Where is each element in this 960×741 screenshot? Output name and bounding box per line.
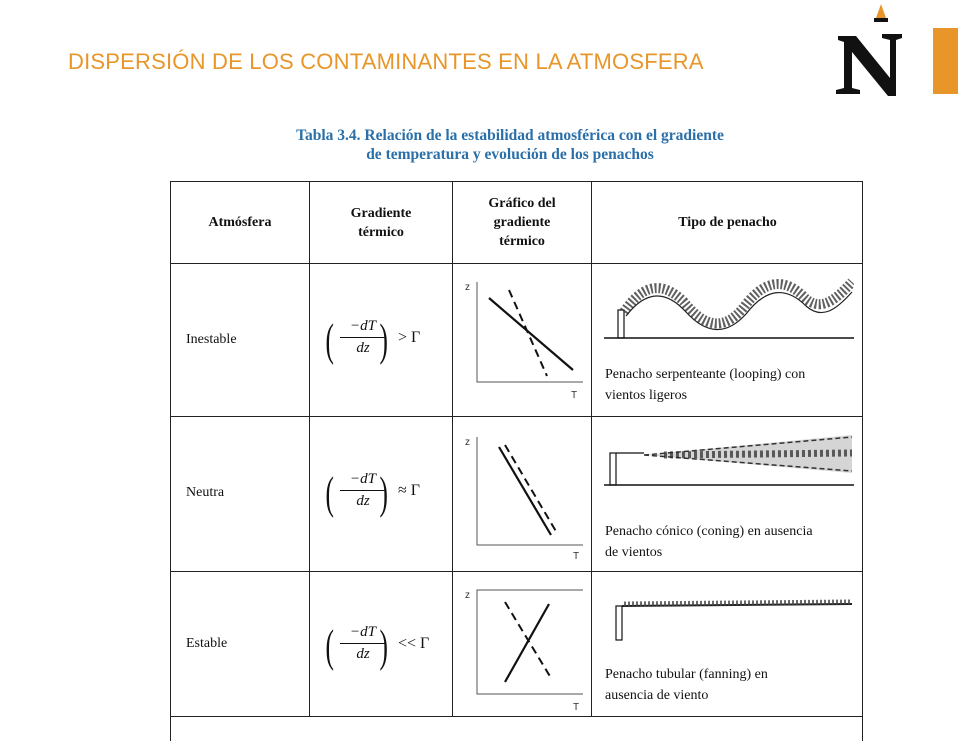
fanning-plume-illustration (604, 592, 854, 642)
temperature-gradient-graph (463, 586, 583, 714)
table-caption-line-1: Tabla 3.4. Relación de la estabilidad atmosférica con el gradiente (296, 127, 724, 144)
cell-atmosfera (171, 264, 310, 416)
atmosfera-label: Neutra (186, 485, 225, 500)
table-row-estable (171, 572, 862, 717)
penacho-caption (605, 364, 855, 406)
left-paren: ( (325, 314, 334, 365)
header-gradiente-line-1: Gradiente (350, 205, 412, 221)
cell-grafico (453, 572, 592, 716)
left-paren: ( (325, 620, 334, 671)
fraction-numerator: −dT (340, 471, 386, 491)
adiabatic-lapse-line (505, 445, 557, 533)
penacho-caption-line-2: de vientos (605, 545, 663, 560)
slide-title-text: DISPERSIÓN DE LOS CONTAMINANTES EN LA ATMOSFERA (68, 49, 704, 74)
gradient-formula (325, 618, 448, 678)
fraction-numerator: −dT (340, 624, 386, 644)
table-header-row (171, 182, 862, 264)
gradient-formula (325, 312, 448, 372)
header-gradiente (310, 182, 453, 263)
environmental-lapse-line (499, 447, 551, 535)
looping-plume-illustration (604, 272, 854, 342)
right-paren: ) (379, 467, 388, 518)
cell-penacho (592, 417, 863, 571)
header-grafico-line-3: térmico (499, 234, 545, 249)
fraction-denominator: dz (356, 646, 370, 662)
cell-gradiente (310, 417, 453, 571)
stability-table (170, 181, 863, 741)
cell-grafico (453, 417, 592, 571)
coning-plume-illustration (604, 429, 854, 489)
header-grafico-line-2: gradiente (493, 215, 551, 230)
environmental-lapse-line (489, 298, 573, 370)
penacho-caption-line-1: Penacho cónico (coning) en ausencia (605, 524, 813, 539)
header-penacho-label: Tipo de penacho (678, 215, 777, 230)
cell-gradiente (310, 572, 453, 716)
atmosfera-label: Estable (186, 636, 228, 651)
penacho-caption-line-1: Penacho serpenteante (looping) con (605, 367, 806, 382)
axis-z-label: z (465, 437, 470, 448)
table-row-inestable (171, 264, 862, 417)
axis-z-label: z (465, 590, 470, 601)
fraction-denominator: dz (356, 340, 370, 356)
header-atmosfera (171, 182, 310, 263)
cell-atmosfera (171, 417, 310, 571)
cell-penacho (592, 264, 863, 416)
temperature-gradient-graph (463, 278, 583, 403)
slide-title (68, 47, 708, 77)
header-penacho (592, 182, 863, 263)
header-grafico-line-1: Gráfico del (488, 196, 556, 211)
penacho-caption (605, 521, 855, 563)
table-caption (200, 126, 820, 164)
atmosfera-label: Inestable (186, 332, 237, 347)
cell-grafico (453, 264, 592, 416)
relation-symbol: ≈ Γ (398, 482, 421, 499)
penacho-caption-line-2: ausencia de viento (605, 688, 709, 703)
accent-bar (933, 28, 958, 94)
environmental-lapse-line (505, 604, 549, 682)
penacho-caption-line-1: Penacho tubular (fanning) en (605, 667, 768, 682)
cell-atmosfera (171, 572, 310, 716)
cell-gradiente (310, 264, 453, 416)
axis-z-label: z (465, 282, 470, 293)
fraction-denominator: dz (356, 493, 370, 509)
axis-t-label: T (573, 702, 580, 713)
header-atmosfera-label: Atmósfera (208, 215, 272, 230)
axis-t-label: T (571, 390, 578, 401)
adiabatic-lapse-line (509, 290, 547, 376)
fraction-numerator: −dT (340, 318, 386, 338)
table-row-neutra (171, 417, 862, 572)
left-paren: ( (325, 467, 334, 518)
relation-symbol: << Γ (398, 635, 430, 652)
penacho-caption-line-2: vientos ligeros (605, 388, 688, 403)
gradient-formula (325, 465, 448, 525)
cell-penacho (592, 572, 863, 716)
header-grafico (453, 182, 592, 263)
relation-symbol: > Γ (398, 329, 421, 346)
temperature-gradient-graph (463, 433, 583, 561)
axis-t-label: T (573, 551, 580, 561)
right-paren: ) (379, 314, 388, 365)
penacho-caption (605, 664, 855, 706)
right-paren: ) (379, 620, 388, 671)
table-caption-line-2: de temperatura y evolución de los penachos (366, 146, 654, 163)
header-gradiente-line-2: térmico (358, 224, 404, 240)
